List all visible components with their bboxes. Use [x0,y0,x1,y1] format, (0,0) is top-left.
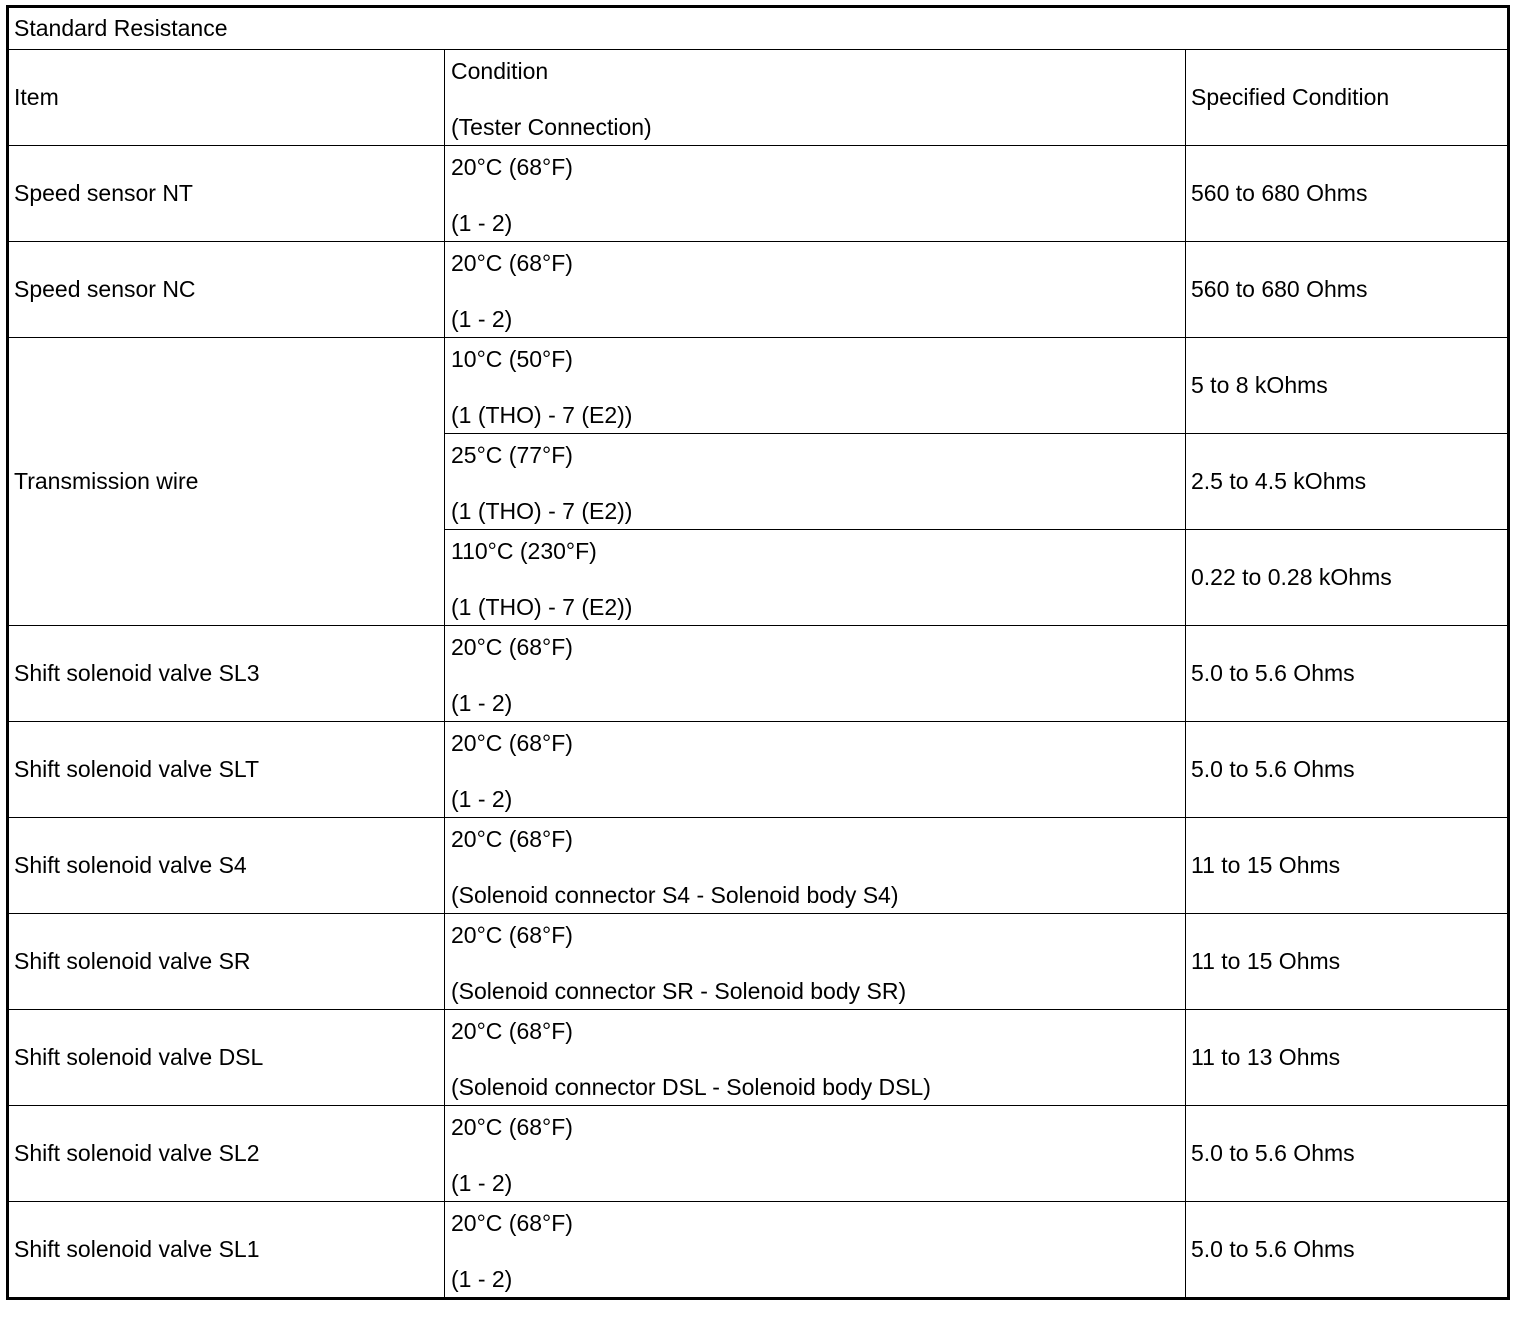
condition-cell [445,818,1186,914]
specified-cell: 560 to 680 Ohms [1186,242,1509,338]
table-row [8,1106,1509,1202]
table-row [8,146,1509,242]
table-title-row [8,7,1509,50]
condition-cell [445,1010,1186,1106]
table-row [8,914,1509,1010]
condition-temperature: 20°C (68°F) [451,1210,573,1236]
specified-cell: 560 to 680 Ohms [1186,146,1509,242]
table-row [8,1202,1509,1299]
condition-connection: (1 - 2) [451,690,513,716]
specified-cell: 0.22 to 0.28 kOhms [1186,530,1509,626]
condition-connection: (Solenoid connector SR - Solenoid body SR) [451,978,907,1004]
condition-temperature: 20°C (68°F) [451,922,573,948]
condition-temperature: 110°C (230°F) [451,538,597,564]
condition-connection: (1 - 2) [451,1170,513,1196]
condition-temperature: 20°C (68°F) [451,826,573,852]
table-row [8,1010,1509,1106]
specified-cell: 5.0 to 5.6 Ohms [1186,1202,1509,1299]
header-condition-line1: Condition [451,58,549,84]
condition-connection: (1 - 2) [451,1266,513,1292]
item-cell: Shift solenoid valve SLT [8,722,445,818]
condition-temperature: 20°C (68°F) [451,634,573,660]
condition-temperature: 25°C (77°F) [451,442,573,468]
condition-connection: (1 (THO) - 7 (E2)) [451,498,633,524]
condition-cell [445,914,1186,1010]
condition-temperature: 10°C (50°F) [451,346,573,372]
table-row [8,722,1509,818]
item-cell: Shift solenoid valve SL2 [8,1106,445,1202]
specified-cell: 11 to 15 Ohms [1186,818,1509,914]
condition-connection: (Solenoid connector S4 - Solenoid body S4) [451,882,899,908]
table-row [8,242,1509,338]
condition-cell [445,722,1186,818]
condition-connection: (1 - 2) [451,210,513,236]
condition-connection: (1 (THO) - 7 (E2)) [451,402,633,428]
item-cell: Shift solenoid valve S4 [8,818,445,914]
condition-cell [445,626,1186,722]
condition-temperature: 20°C (68°F) [451,250,573,276]
header-specified-condition: Specified Condition [1186,50,1509,146]
table-row [8,818,1509,914]
header-condition-line2: (Tester Connection) [451,114,652,140]
condition-temperature: 20°C (68°F) [451,154,573,180]
item-cell: Transmission wire [8,338,445,626]
condition-cell [445,1202,1186,1299]
item-cell: Speed sensor NT [8,146,445,242]
table-header-row [8,50,1509,146]
condition-connection: (1 (THO) - 7 (E2)) [451,594,633,620]
condition-connection: (1 - 2) [451,786,513,812]
item-cell: Shift solenoid valve SL3 [8,626,445,722]
table-row [8,626,1509,722]
item-cell: Speed sensor NC [8,242,445,338]
condition-cell [445,1106,1186,1202]
condition-temperature: 20°C (68°F) [451,1114,573,1140]
header-item: Item [8,50,445,146]
table-title: Standard Resistance [8,7,1509,50]
condition-cell [445,242,1186,338]
specified-cell: 5 to 8 kOhms [1186,338,1509,434]
standard-resistance-table [6,5,1510,1300]
specified-cell: 5.0 to 5.6 Ohms [1186,722,1509,818]
condition-connection: (Solenoid connector DSL - Solenoid body DSL) [451,1074,931,1100]
specified-cell: 2.5 to 4.5 kOhms [1186,434,1509,530]
condition-temperature: 20°C (68°F) [451,730,573,756]
header-condition [445,50,1186,146]
condition-cell [445,434,1186,530]
condition-cell [445,530,1186,626]
specified-cell: 5.0 to 5.6 Ohms [1186,1106,1509,1202]
specified-cell: 11 to 15 Ohms [1186,914,1509,1010]
item-cell: Shift solenoid valve DSL [8,1010,445,1106]
condition-cell [445,146,1186,242]
item-cell: Shift solenoid valve SR [8,914,445,1010]
condition-temperature: 20°C (68°F) [451,1018,573,1044]
condition-cell [445,338,1186,434]
specified-cell: 5.0 to 5.6 Ohms [1186,626,1509,722]
table-row [8,338,1509,434]
specified-cell: 11 to 13 Ohms [1186,1010,1509,1106]
condition-connection: (1 - 2) [451,306,513,332]
item-cell: Shift solenoid valve SL1 [8,1202,445,1299]
